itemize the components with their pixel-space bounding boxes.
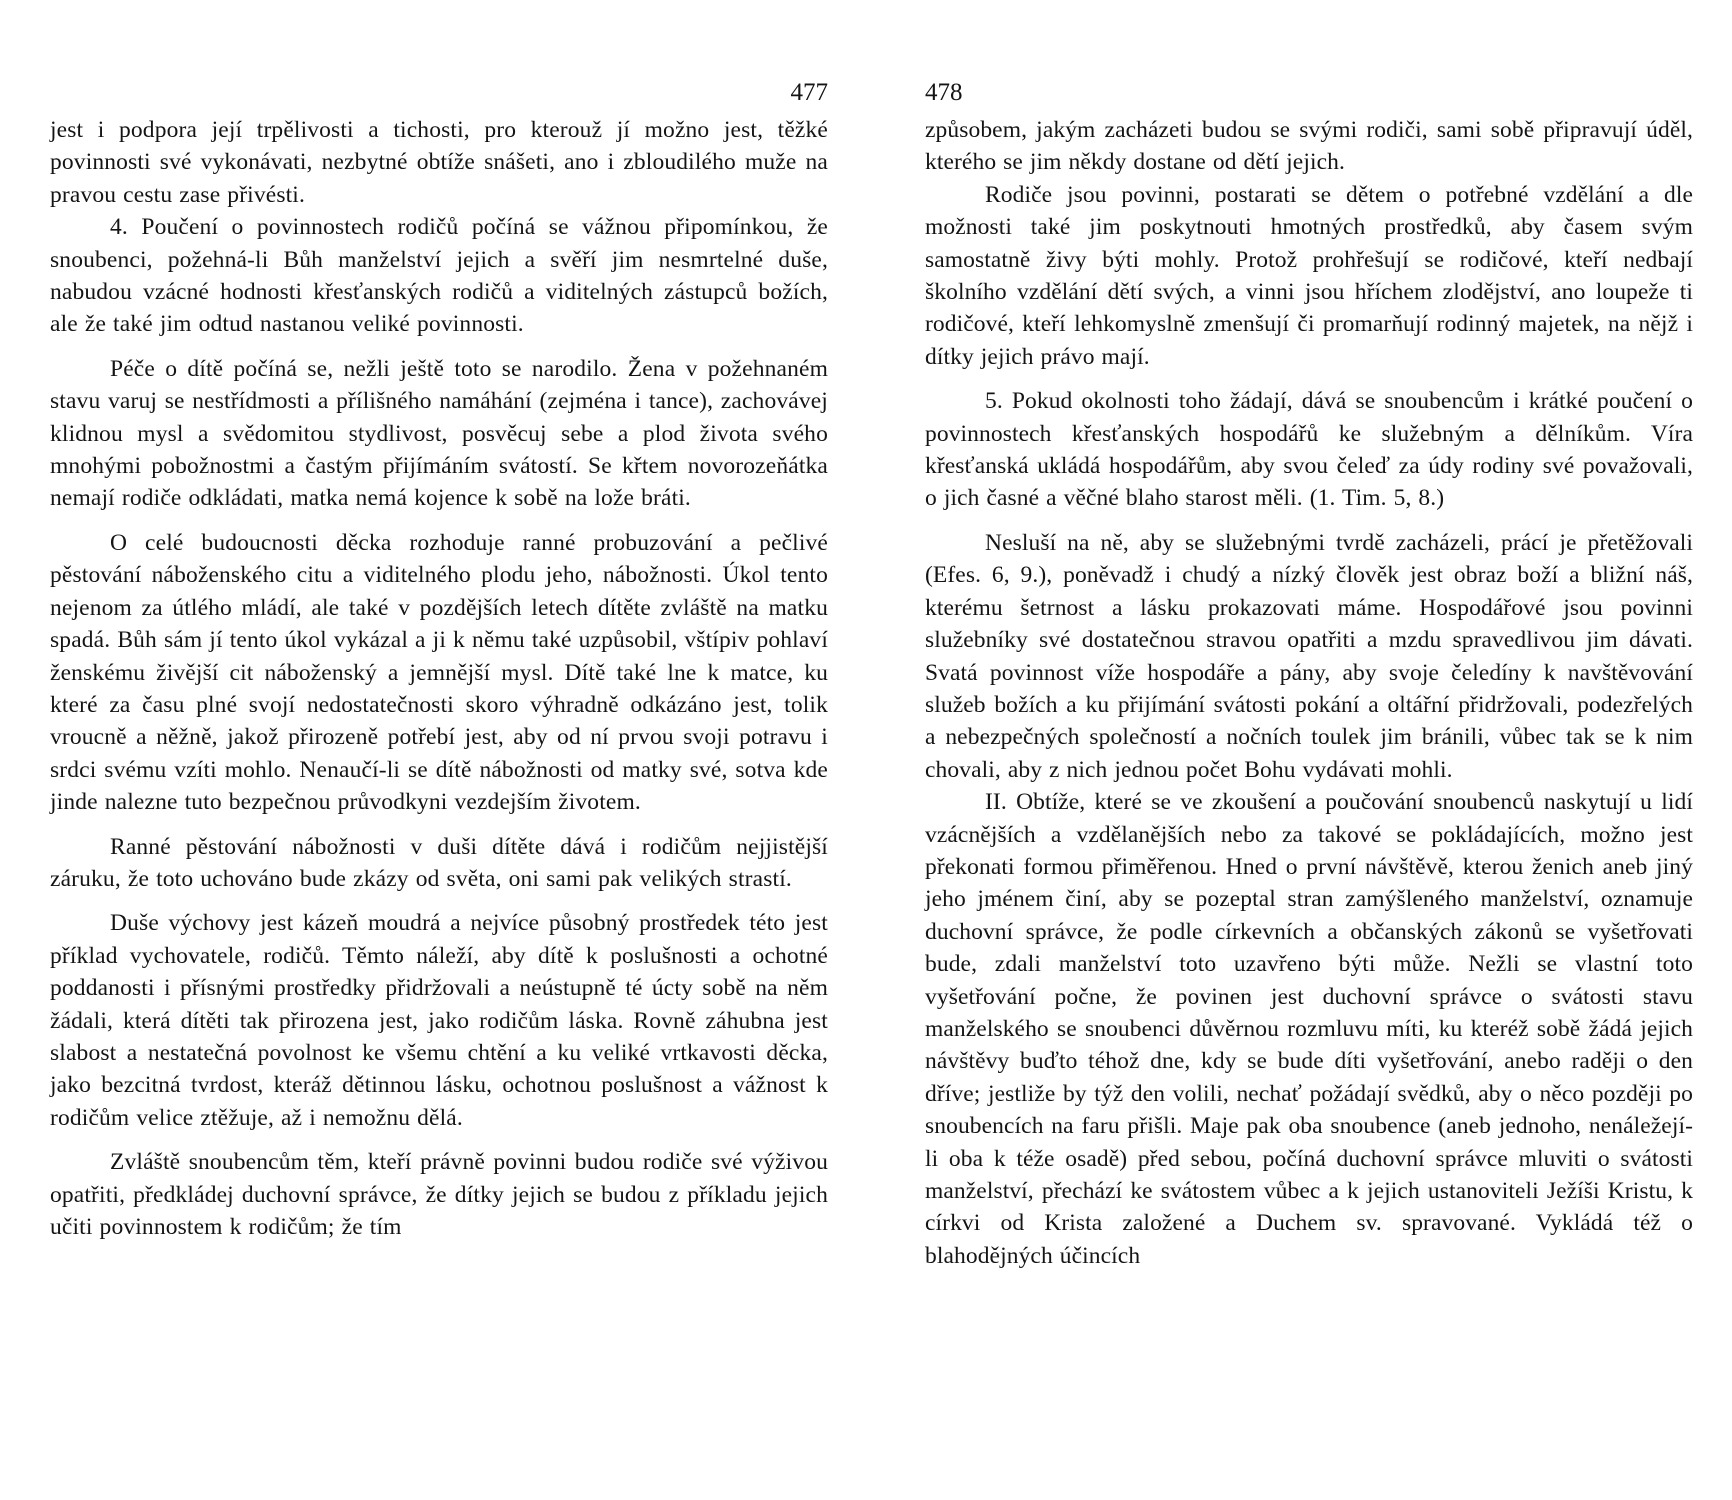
paragraph: O celé budoucnosti děcka rozhoduje ranné probuzování a pečlivé pěstování náboženského citu a viditelného plodu jeho, nábožnosti. Úkol tento nejenom za útlého mládí, ale také v pozdějších letech dítěte zvláště na matku spadá. Bůh sám jí tento úkol vykázal a ji k němu také uzpůsobil, vštípiv pohlaví ženskému živější cit náboženský a jemnější mysl. Dítě také lne k matce, ku které za času plné svojí nedostatečnosti skoro výhradně odkázáno jest, tolik vroucně a něžně, jakož přirozeně potřebí jest, aby od ní prvou svoji potravu i srdci svému vzíti mohlo. Nenaučí-li se dítě nábožnosti od matky své, sotva kde jinde nalezne tuto bezpečnou průvodkyni vezdejším životem. — [50, 529, 828, 816]
paragraph: způsobem, jakým zacházeti budou se svými rodiči, sami sobě připravují úděl, kterého se jim někdy dostane od dětí jejich. — [925, 117, 1693, 176]
paragraph: Duše výchovy jest kázeň moudrá a nejvíce působný prostředek této jest příklad vychovatele, rodičů. Těmto náleží, aby dítě k poslušnosti a ochotné poddanosti i přísnými prostředky přidržovali a neústupně té úcty sobě na něm žádali, která dítěti tak přirozena jest, jako rodičům láska. Rovně záhubna jest slabost a nestatečná povolnost ke všemu chtění a ku veliké vrtkavosti děcka, jako bezcitná tvrdost, kteráž dětinnou lásku, ochotnou poslušnost a vážnost k rodičům velice ztěžuje, až i nemožnu dělá. — [50, 910, 828, 1131]
page-number: 478 — [925, 79, 963, 106]
paragraph: Zvláště snoubencům těm, kteří právně povinni budou rodiče své výživou opatřiti, předkládej duchovní správce, že dítky jejich se budou z příkladu jejich učiti povinnostem k rodičům; že tím — [50, 1149, 828, 1240]
paragraph: II. Obtíže, které se ve zkoušení a poučování snoubenců naskytují u lidí vzácnějších a vzdělanějších nebo za takové se pokládajících, možno jest překonati formou přiměřenou. Hned o první návštěvě, kterou ženich aneb jiný jeho jménem činí, aby se pozeptal stran zamýšleného manželství, oznamuje duchovní správce, že podle církevních a občanských zákonů se vyšetřovati bude, zdali manželství toto uzavřeno býti může. Nežli se vlastní toto vyšetřování počne, že povinen jest duchovní správce o svátosti stavu manželského se snoubenci důvěrnou rozmluvu míti, ku kteréž sobě žádá jejich návštěvy buďto téhož dne, kdy se bude díti vyšetřování, anebo raději o den dříve; jestliže by týž den volili, nechať požádají svědků, aby o něco později po snoubencích na faru přišli. Maje pak oba snoubence (aneb jednoho, nenáležejí-li oba k téže osadě) před sebou, počíná duchovní správce mluviti o svátosti manželství, přechází ke svátostem vůbec a k jejich ustanoviteli Ježíši Kristu, k církvi od Krista založené a Duchem sv. spravované. Vykládá též o blahodějných účincích — [925, 789, 1693, 1269]
paragraph: 5. Pokud okolnosti toho žádají, dává se snoubencům i krátké poučení o povinnostech křesťanských hospodářů ke služebným a dělníkům. Víra křesťanská ukládá hospodářům, aby svou čeleď za údy rodiny své považovali, o jich časné a věčné blaho starost měli. (1. Tim. 5, 8.) — [925, 388, 1693, 512]
paragraph: 4. Poučení o povinnostech rodičů počíná se vážnou připomínkou, že snoubenci, požehná-li Bůh manželství jejich a svěří jim nesmrtelné duše, nabudou vzácné hodnosti křesťanských rodičů a viditelných zástupců božích, ale že také jim odtud nastanou veliké povinnosti. — [50, 214, 828, 338]
paragraph: jest i podpora její trpělivosti a tichosti, pro kterouž jí možno jest, těžké povinnosti své vykonávati, nezbytné obtíže snášeti, ano i zbloudilého muže na pravou cestu zase přivésti. — [50, 117, 828, 208]
page-body — [925, 114, 1693, 1272]
right-page — [925, 78, 1693, 1272]
paragraph: Nesluší na ně, aby se služebnými tvrdě zacházeli, prácí je přetěžovali (Efes. 6, 9.), poněvadž i chudý a nízký člověk jest obraz boží a bližní náš, kterému šetrnost a lásku prokazovati máme. Hospodářové jsou povinni služebníky své dostatečnou stravou opatřiti a mzdu spravedlivou jim dávati. Svatá povinnost víže hospodáře a pány, aby svoje čeledíny k navštěvování služeb božích a ku přijímání svátosti pokání a oltářní přidržovali, podezřelých a nebezpečných společností a nočních toulek jim bránili, vůbec tak se k nim chovali, aby z nich jednou počet Bohu vydávati mohli. — [925, 529, 1693, 783]
page-body — [50, 114, 828, 1243]
page-number: 477 — [790, 79, 828, 106]
paragraph: Rodiče jsou povinni, postarati se dětem o potřebné vzdělání a dle možnosti také jim poskytnouti hmotných prostředků, aby časem svým samostatně živy býti mohly. Protož prohřešují se rodičové, kteří nedbají školního vzdělání dětí svých, a vinni jsou hříchem zlodějství, ano loupeže ti rodičové, kteří lehkomyslně zmenšují či promarňují rodinný majetek, na nějž i dítky jejich právo mají. — [925, 181, 1693, 370]
paragraph: Péče o dítě počíná se, nežli ještě toto se narodilo. Žena v požehnaném stavu varuj se nestřídmosti a přílišného namáhání (zejména i tance), zachovávej klidnou mysl a svědomitou stydlivost, posvěcuj sebe a plod života svého mnohými pobožnostmi a častým přijímáním svátostí. Se křtem novorozeňátka nemají rodiče odkládati, matka nemá kojence k sobě na lože bráti. — [50, 355, 828, 512]
paragraph: Ranné pěstování nábožnosti v duši dítěte dává i rodičům nejjistější záruku, že toto uchováno bude zkázy od světa, oni sami pak velikých strastí. — [50, 833, 828, 892]
left-page — [50, 78, 828, 1243]
